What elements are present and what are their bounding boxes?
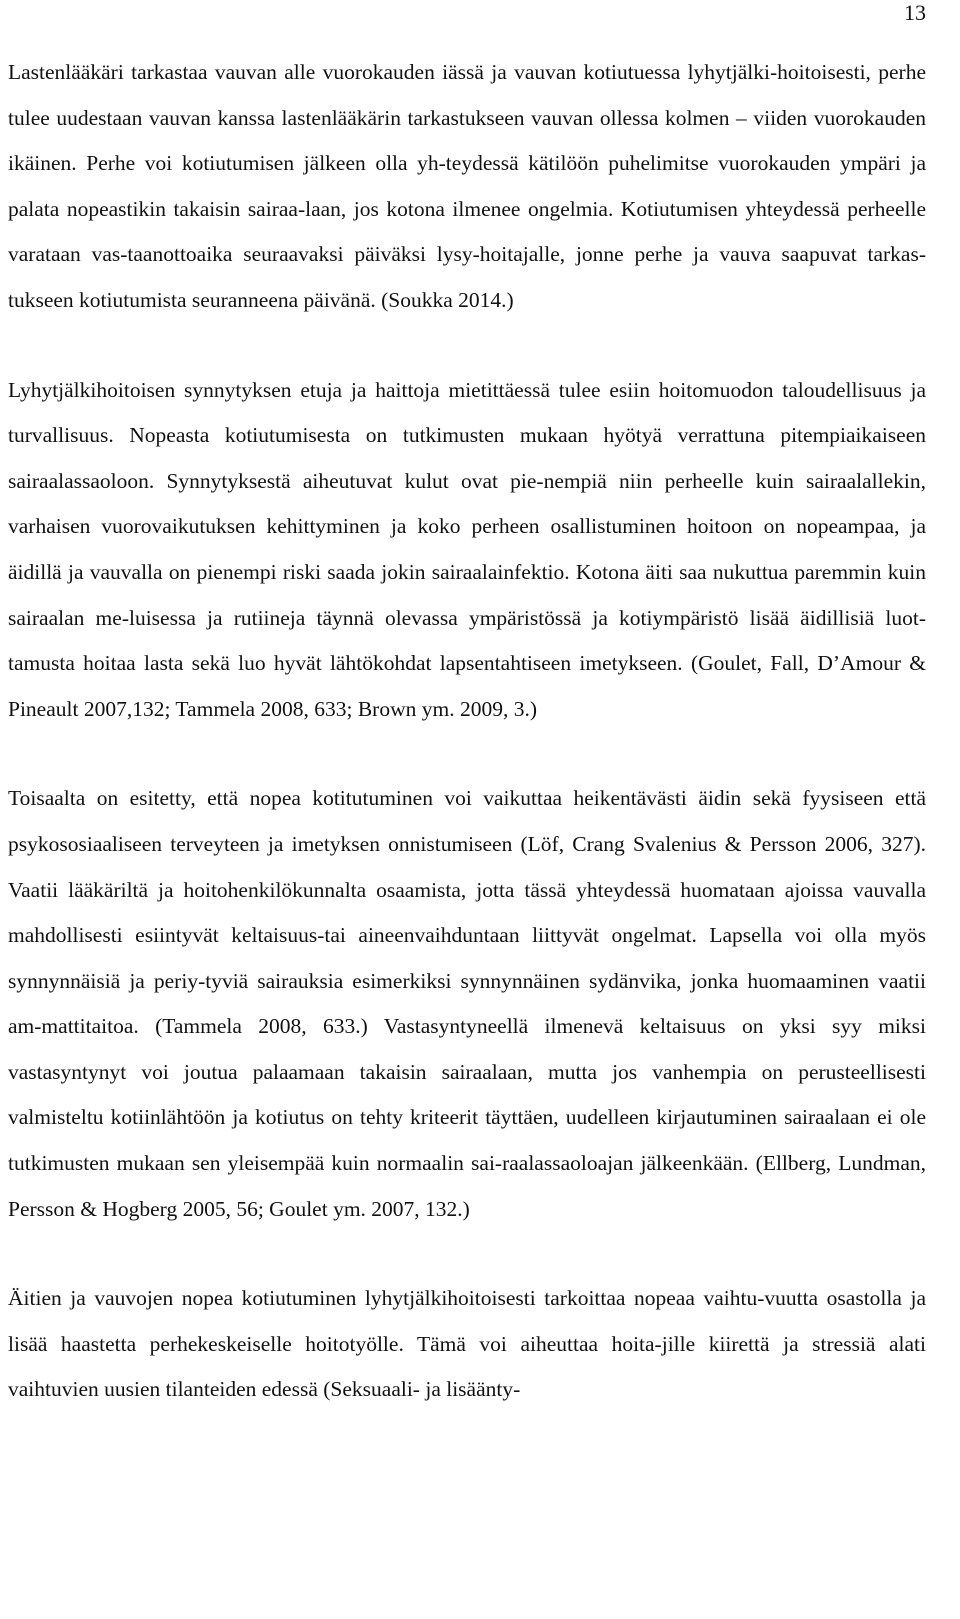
paragraph-risks: Toisaalta on esitetty, että nopea kotitutuminen voi vaikuttaa heikentävästi äidin sekä fyysiseen että psykososiaaliseen terveyteen ja imetyksen onnistumiseen (Löf, Crang Svalenius & Persson 2006, 327). Vaatii lääkäriltä ja hoitohenkilökunnalta osaamista, jotta tässä yhteydessä huomataan ajoissa vauvalla mahdollisesti esiintyvät keltaisuus-tai aineenvaihduntaan liittyvät ongelmat. Lapsella voi olla myös synnynnäisiä ja periy-tyviä sairauksia esimerkiksi synnynnäinen sydänvika, jonka huomaaminen vaatii am-mattitaitoa. (Tammela 2008, 633.) Vastasyntyneellä ilmenevä keltaisuus on yksi syy miksi vastasyntynyt voi joutua palaamaan takaisin sairaalaan, mutta jos vanhempia on perusteellisesti valmisteltu kotiinlähtöön ja kotiutus on tehty kriteerit täyttäen, uudelleen kirjautuminen sairaalaan ei ole tutkimusten mukaan sen yleisempää kuin normaalin sai-raalassaoloajan jälkeenkään. (Ellberg, Lundman, Persson & Hogberg 2005, 56; Goulet ym. 2007, 132.) bbox=[8, 786, 926, 1221]
paragraph-benefits: Lyhytjälkihoitoisen synnytyksen etuja ja haittoja mietittäessä tulee esiin hoitomuodon taloudellisuus ja turvallisuus. Nopeasta kotiutumisesta on tutkimusten mukaan hyötyä verrattuna pitempiaikaiseen sairaalassaoloon. Synnytyksestä aiheutuvat kulut ovat pie-nempiä niin perheelle kuin sairaalallekin, varhaisen vuorovaikutuksen kehittyminen ja koko perheen osallistuminen hoitoon on nopeampaa, ja äidillä ja vauvalla on pienempi riski saada jokin sairaalainfektio. Kotona äiti saa nukuttua paremmin kuin sairaalan me-luisessa ja rutiineja täynnä olevassa ympäristössä ja kotiympäristö lisää äidillisiä luot-tamusta hoitaa lasta sekä luo hyvät lähtökohdat lapsentahtiseen imetykseen. (Goulet, Fall, D’Amour & Pineault 2007,132; Tammela 2008, 633; Brown ym. 2009, 3.) bbox=[8, 377, 926, 721]
paragraph-staff-challenges: Äitien ja vauvojen nopea kotiutuminen lyhytjälkihoitoisesti tarkoittaa nopeaa vaihtu-vuutta osastolla ja lisää haastetta perhekeskeiselle hoitotyölle. Tämä voi aiheuttaa hoita-jille kiirettä ja stressiä alati vaihtuvien uusien tilanteiden edessä (Seksuaali- ja lisäänty- bbox=[8, 1286, 926, 1402]
paragraph-discharge-followup: Lastenlääkäri tarkastaa vauvan alle vuorokauden iässä ja vauvan kotiutuessa lyhytjälki-hoitoisesti, perhe tulee uudestaan vauvan kanssa lastenlääkärin tarkastukseen vauvan ollessa kolmen – viiden vuorokauden ikäinen. Perhe voi kotiutumisen jälkeen olla yh-teydessä kätilöön puhelimitse vuorokauden ympäri ja palata nopeastikin takaisin sairaa-laan, jos kotona ilmenee ongelmia. Kotiutumisen yhteydessä perheelle varataan vas-taanottoaika seuraavaksi päiväksi lysy-hoitajalle, jonne perhe ja vauva saapuvat tarkas-tukseen kotiutumista seuranneena päivänä. (Soukka 2014.) bbox=[8, 60, 926, 312]
document-body bbox=[8, 50, 926, 1413]
page-number: 13 bbox=[904, 0, 926, 25]
